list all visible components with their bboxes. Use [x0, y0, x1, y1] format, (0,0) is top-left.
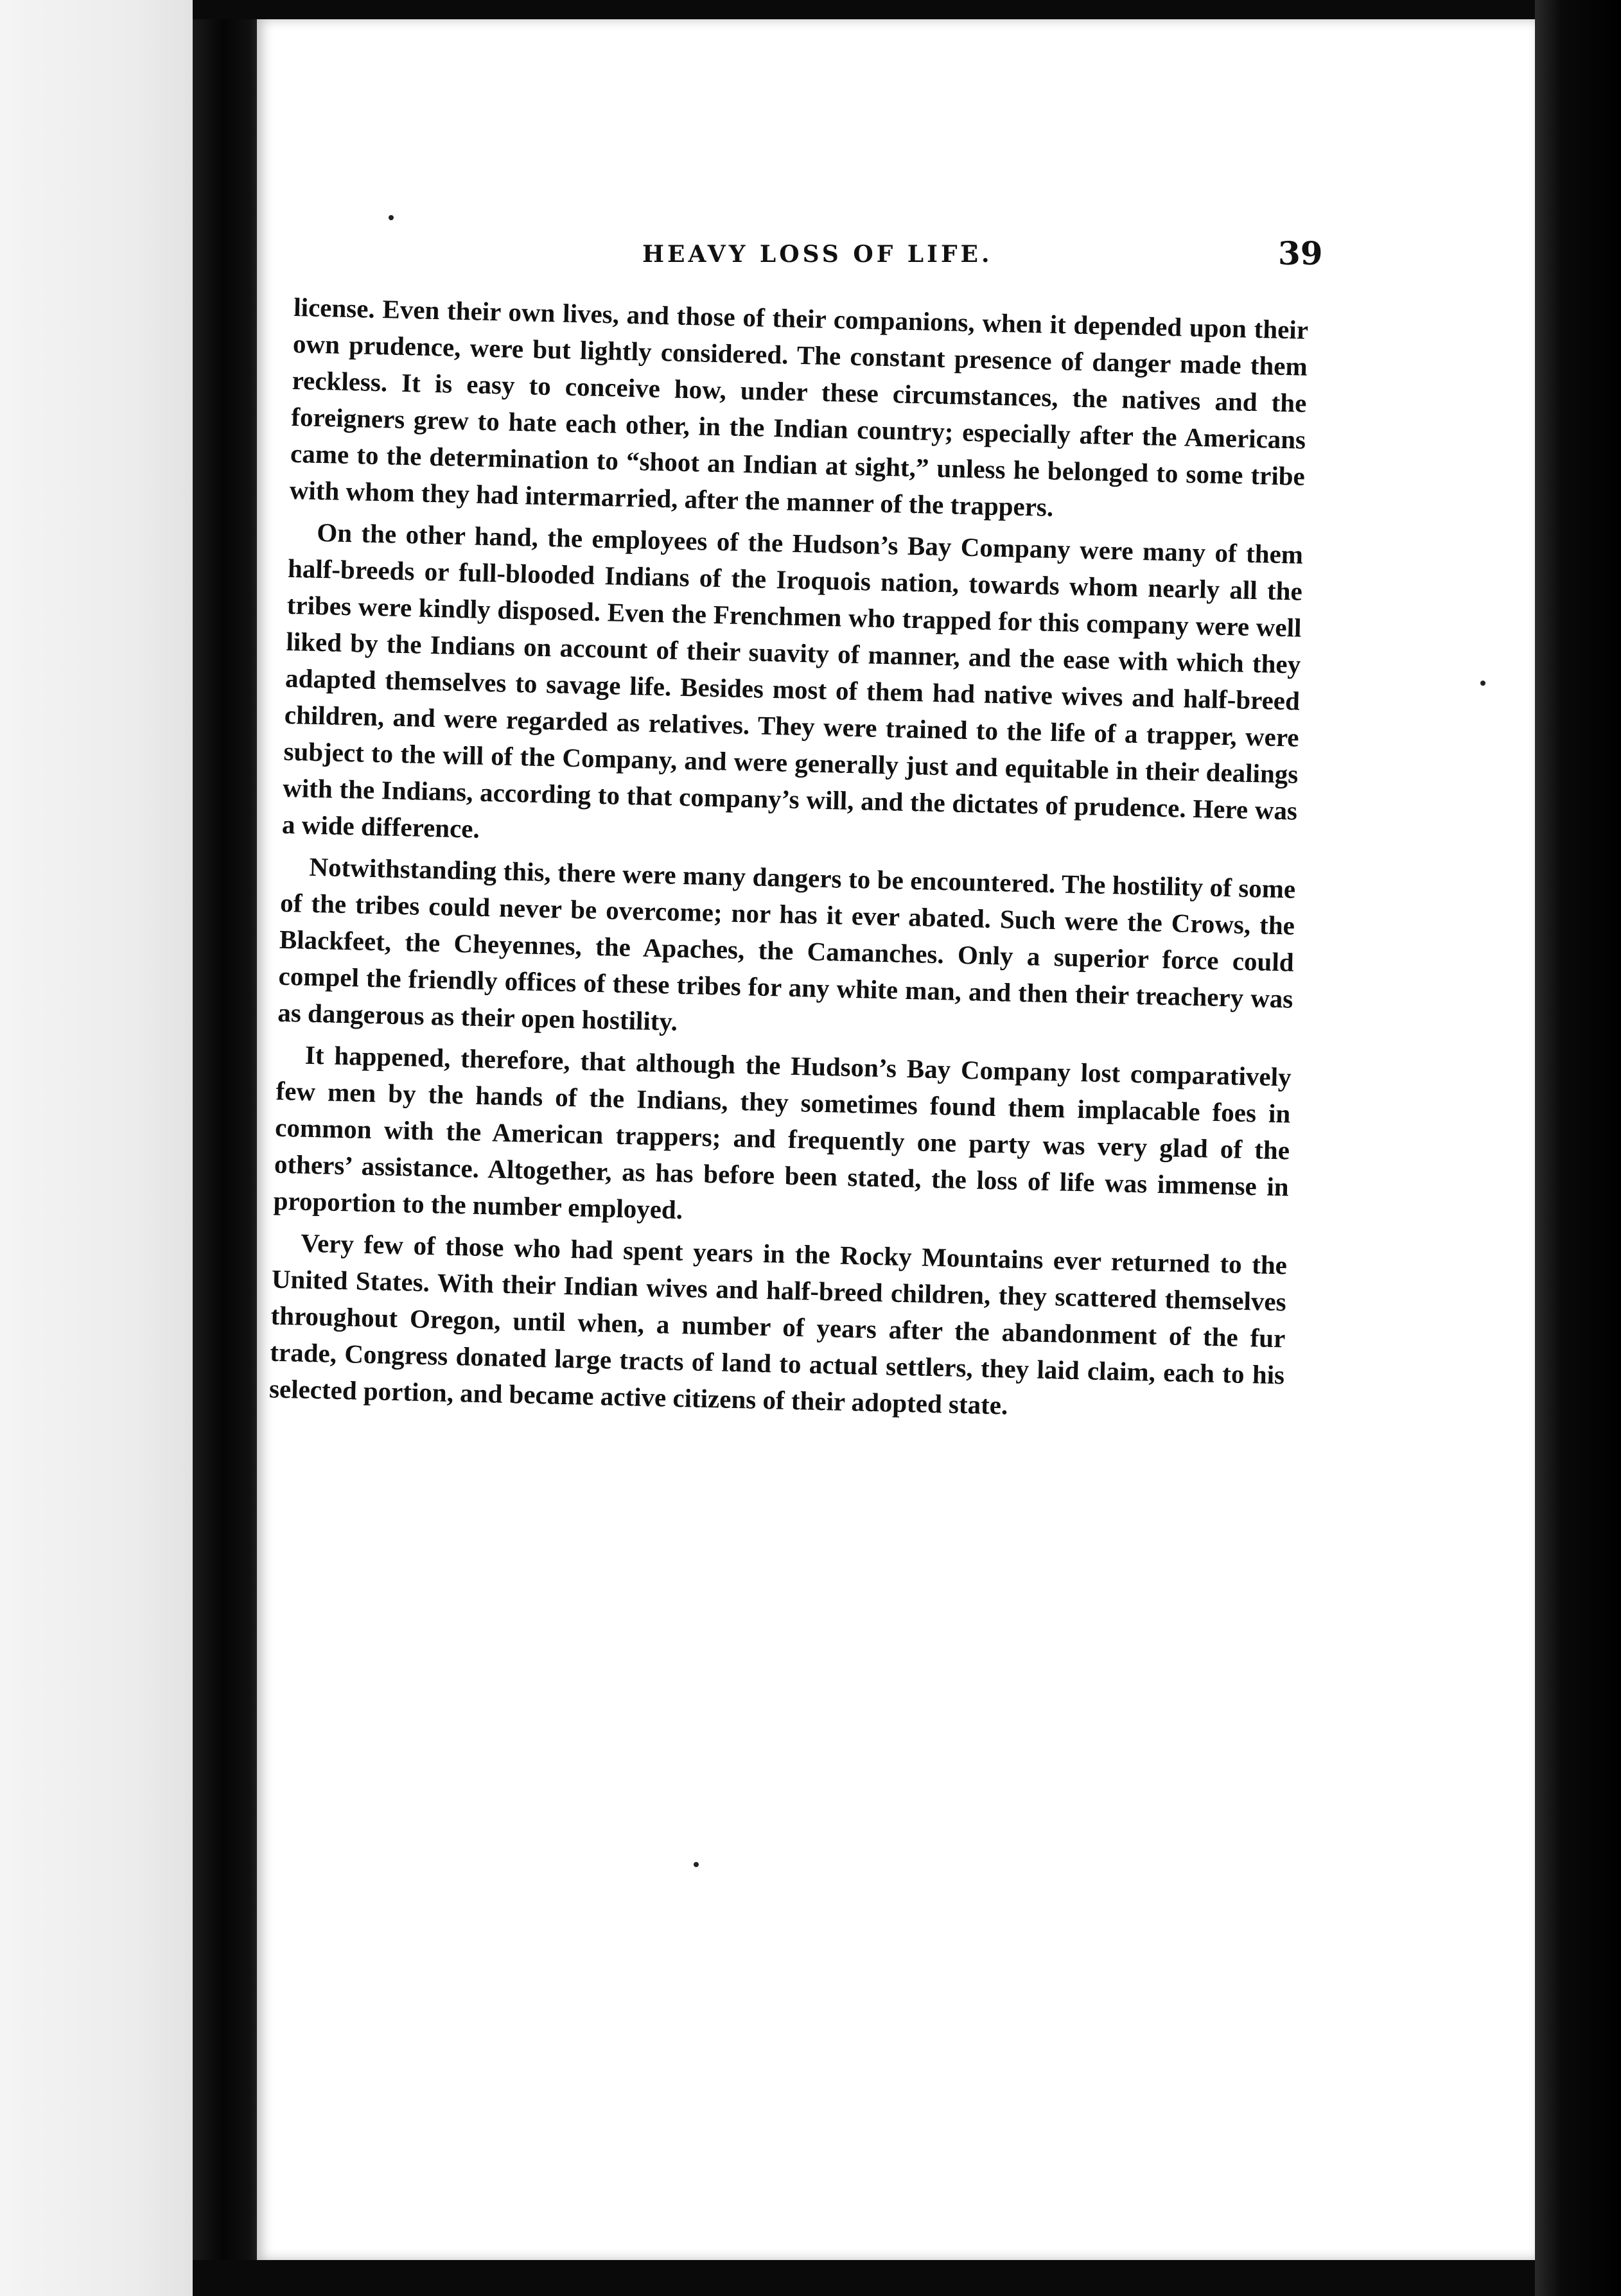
- paragraph: Notwithstanding this, there were many dangers to be encountered. The hostility of some of the tribes could never be overcome; nor has it ever abated. Such were the Crows, the Blackfeet, the Cheyennes, the Apaches, the Camanches. Only a superior force could compel the friendly offices of these tribes for any white man, and then their treachery was as dangerous as their open hostility.: [277, 851, 1296, 1036]
- running-head-title: HEAVY LOSS OF LIFE.: [642, 241, 993, 268]
- ink-speck: [694, 1862, 699, 1867]
- ink-speck: [1480, 681, 1485, 686]
- bottom-scan-edge: [193, 2260, 1621, 2296]
- top-scan-edge: [193, 0, 1621, 19]
- right-scan-edge: [1535, 0, 1621, 2296]
- body-text: [268, 289, 1308, 1435]
- paragraph: On the other hand, the employees of the Hudson’s Bay Company were many of them half-breeds or full-blooded Indians of the Iroquois nation, towards whom nearly all the tribes were kindly disposed. Even the Frenchmen who trapped for this company were well liked by the Indians on account of their suavity of manner, and the ease with which they adapted themselves to savage life. Besides most of them had native wives and half-breed children, and were regarded as relatives. They were trained to the life of a trapper, were subject to the will of the Company, and were generally just and equitable in their dealings with the Indians, according to that company’s will, and the dictates of prudence. Here was a wide difference.: [281, 517, 1304, 844]
- book-page: [257, 19, 1535, 2260]
- running-head: [257, 234, 1535, 279]
- paragraph: license. Even their own lives, and those of their companions, when it depended upon their own prudence, were but lightly considered. The constant presence of danger made them reckless. It is easy to conceive how, under these circumstances, the natives and the foreigners grew to hate each other, in the Indian country; especially after the Americans came to the determination to “shoot an Indian at sight,” unless he belonged to some tribe with whom they had intermarried, after the manner of the trappers.: [289, 291, 1309, 522]
- left-facing-page: [0, 0, 193, 2296]
- paragraph: Very few of those who had spent years in the Rocky Mountains ever returned to the United States. With their Indian wives and half-breed children, they scattered themselves throughout Oregon, until when, a number of years after the abandonment of the fur trade, Congress donated large tracts of land to actual settlers, they laid claim, each to his selected portion, and became active citizens of their adopted state.: [268, 1228, 1288, 1420]
- paragraph: It happened, therefore, that although the Hudson’s Bay Company lost comparatively few men by the hands of the Indians, they sometimes found them implacable foes in common with the American trappers; and frequently one party was very glad of the others’ assistance. Altogether, as has before been stated, the loss of life was immense in proportion to the number employed.: [273, 1039, 1292, 1225]
- page-number: 39: [1278, 234, 1323, 272]
- ink-speck: [389, 215, 394, 220]
